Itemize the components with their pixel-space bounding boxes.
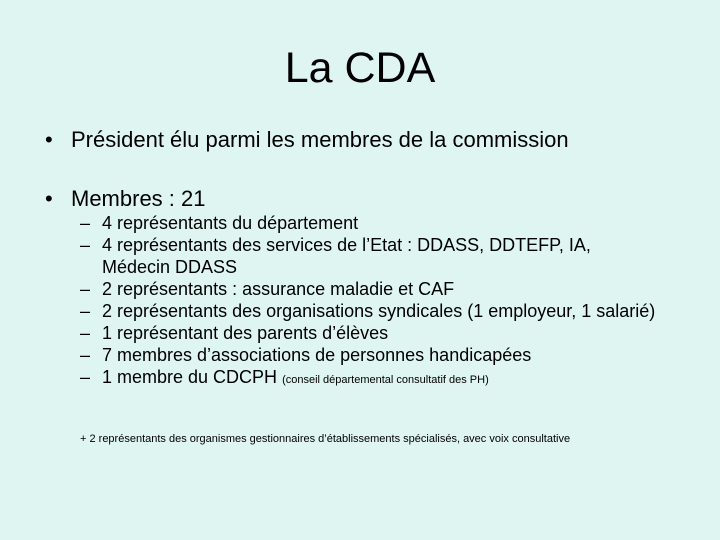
list-item [80,300,662,322]
dash-marker: – [80,235,91,255]
dash-marker: – [80,301,91,321]
bullet-text: Président élu parmi les membres de la commission [71,127,569,152]
bullet-president [45,126,569,154]
dash-marker: – [80,367,91,387]
dash-marker: – [80,345,91,365]
list-item-text: 7 membres d’associations de personnes handicapées [102,345,532,365]
bullet-marker: • [45,127,53,152]
member-list [80,212,680,391]
list-item [80,366,662,391]
list-item-text: 2 représentants : assurance maladie et CAF [102,279,455,299]
bullet-text: Membres : 21 [71,186,206,211]
list-item [80,278,662,300]
list-item [80,344,662,366]
bullet-marker: • [45,186,53,211]
list-item-text: 4 représentants du département [102,213,359,233]
dash-marker: – [80,279,91,299]
list-item [80,234,662,278]
list-item [80,212,662,234]
list-item-text: 1 membre du CDCPH [102,367,278,387]
list-item [80,322,662,344]
dash-marker: – [80,213,91,233]
list-item-text: 2 représentants des organisations syndicales (1 employeur, 1 salarié) [102,301,656,321]
list-item-text: 1 représentant des parents d’élèves [102,323,389,343]
dash-marker: – [80,323,91,343]
slide-title: La CDA [284,44,436,92]
list-item-text: 4 représentants des services de l’Etat : DDASS, DDTEFP, IA, Médecin DDASS [102,235,591,277]
bullet-membres [45,185,206,213]
footnote: + 2 représentants des organismes gestionnaires d’établissements spécialisés, avec voix consultative [80,433,571,445]
list-item-small-text: (conseil départemental consultatif des PH) [282,374,489,386]
